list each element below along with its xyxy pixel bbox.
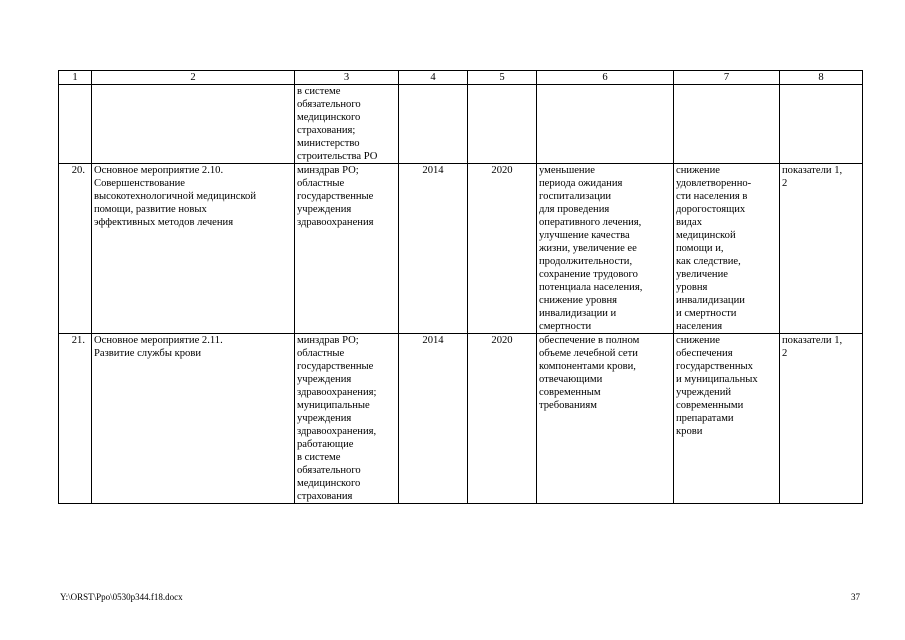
column-number: 4	[399, 71, 468, 85]
column-number: 3	[295, 71, 399, 85]
end-year-cell	[468, 85, 537, 164]
start-year-cell: 2014	[399, 164, 468, 334]
consequences-cell: снижение удовлетворенно- сти населения в дорогостоящих видах медицинской помощи и, как следствие, увеличение уровня инвалидизации и смертности населения	[674, 164, 780, 334]
executor-cell: минздрав РО; областные государственные учреждения здравоохранения	[295, 164, 399, 334]
column-number: 7	[674, 71, 780, 85]
consequences-cell	[674, 85, 780, 164]
column-number: 6	[537, 71, 674, 85]
row-number-cell: 21.	[59, 334, 92, 504]
indicator-link-cell: показатели 1, 2	[780, 334, 863, 504]
column-number: 5	[468, 71, 537, 85]
indicator-link-cell	[780, 85, 863, 164]
measures-table	[58, 70, 863, 504]
event-cell: Основное мероприятие 2.11. Развитие службы крови	[92, 334, 295, 504]
page-number: 37	[851, 592, 860, 602]
row-number-cell	[59, 85, 92, 164]
column-number: 2	[92, 71, 295, 85]
table-row	[59, 85, 863, 164]
executor-cell: в системе обязательного медицинского страхования; министерство строительства РО	[295, 85, 399, 164]
column-number-row	[59, 71, 863, 85]
table-row	[59, 164, 863, 334]
end-year-cell: 2020	[468, 164, 537, 334]
event-cell: Основное мероприятие 2.10. Совершенствование высокотехнологичной медицинской помощи, развитие новых эффективных методов лечения	[92, 164, 295, 334]
table-row	[59, 334, 863, 504]
event-cell	[92, 85, 295, 164]
indicator-link-cell: показатели 1, 2	[780, 164, 863, 334]
result-cell: обеспечение в полном объеме лечебной сети компонентами крови, отвечающими современным требованиям	[537, 334, 674, 504]
result-cell	[537, 85, 674, 164]
result-cell: уменьшение периода ожидания госпитализации для проведения оперативного лечения, улучшение качества жизни, увеличение ее продолжительности, сохранение трудового потенциала населения, снижение уровня инвалидизации и смертности	[537, 164, 674, 334]
start-year-cell	[399, 85, 468, 164]
consequences-cell: снижение обеспечения государственных и муниципальных учреждений современными препаратами крови	[674, 334, 780, 504]
column-number: 8	[780, 71, 863, 85]
file-path-footer: Y:\ORST\Ppo\0530p344.f18.docx	[60, 592, 183, 602]
column-number: 1	[59, 71, 92, 85]
executor-cell: минздрав РО; областные государственные учреждения здравоохранения; муниципальные учреждения здравоохранения, работающие в системе обязательного медицинского страхования	[295, 334, 399, 504]
end-year-cell: 2020	[468, 334, 537, 504]
start-year-cell: 2014	[399, 334, 468, 504]
row-number-cell: 20.	[59, 164, 92, 334]
